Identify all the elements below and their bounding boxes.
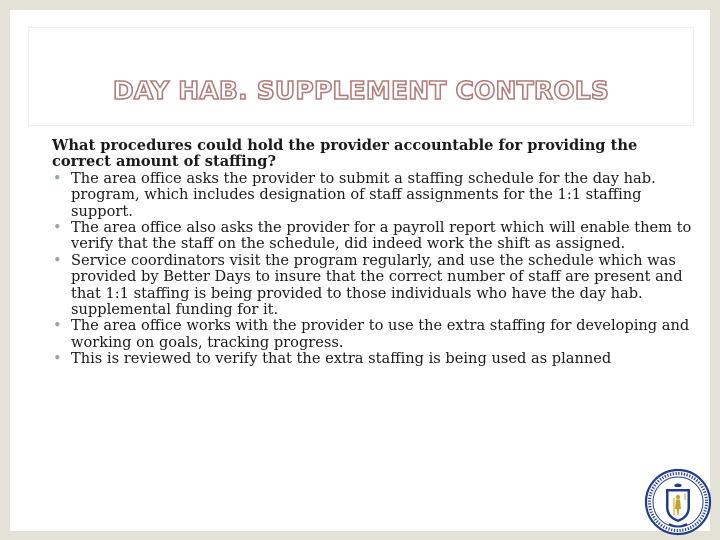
bullet-icon: • bbox=[53, 219, 62, 237]
massachusetts-state-seal-icon bbox=[644, 468, 712, 536]
bullet-item bbox=[52, 351, 692, 367]
bullet-text: Service coordinators visit the program regularly, and use the schedule which was provided by Better Days to insure that the correct number of staff are present and that 1:1 staffing is being provided to those individuals who have the day hab. supplemental funding for it. bbox=[71, 251, 683, 319]
bullet-text: The area office works with the provider to use the extra staffing for developing and working on goals, tracking progress. bbox=[71, 317, 690, 351]
bullet-item bbox=[52, 171, 692, 220]
bullet-icon: • bbox=[53, 350, 62, 368]
bullet-icon: • bbox=[53, 317, 62, 335]
slide-title: DAY HAB. SUPPLEMENT CONTROLS bbox=[112, 76, 610, 105]
bullet-item bbox=[52, 253, 692, 319]
slide-body bbox=[52, 138, 692, 368]
bullet-list bbox=[52, 171, 692, 368]
bullet-icon: • bbox=[53, 251, 62, 269]
bullet-text: The area office asks the provider to submit a staffing schedule for the day hab. program, which includes designation of staff assignments for the 1:1 staffing support. bbox=[71, 169, 656, 220]
bullet-icon: • bbox=[53, 169, 62, 187]
slide bbox=[10, 10, 710, 531]
bullet-item bbox=[52, 220, 692, 253]
title-box bbox=[28, 27, 694, 126]
bullet-text: This is reviewed to verify that the extra staffing is being used as planned bbox=[71, 350, 612, 368]
bullet-text: The area office also asks the provider for a payroll report which will enable them to verify that the staff on the schedule, did indeed work the shift as assigned. bbox=[71, 219, 692, 253]
bullet-item bbox=[52, 318, 692, 351]
question-text: What procedures could hold the provider accountable for providing the correct amount of staffing? bbox=[52, 137, 638, 171]
